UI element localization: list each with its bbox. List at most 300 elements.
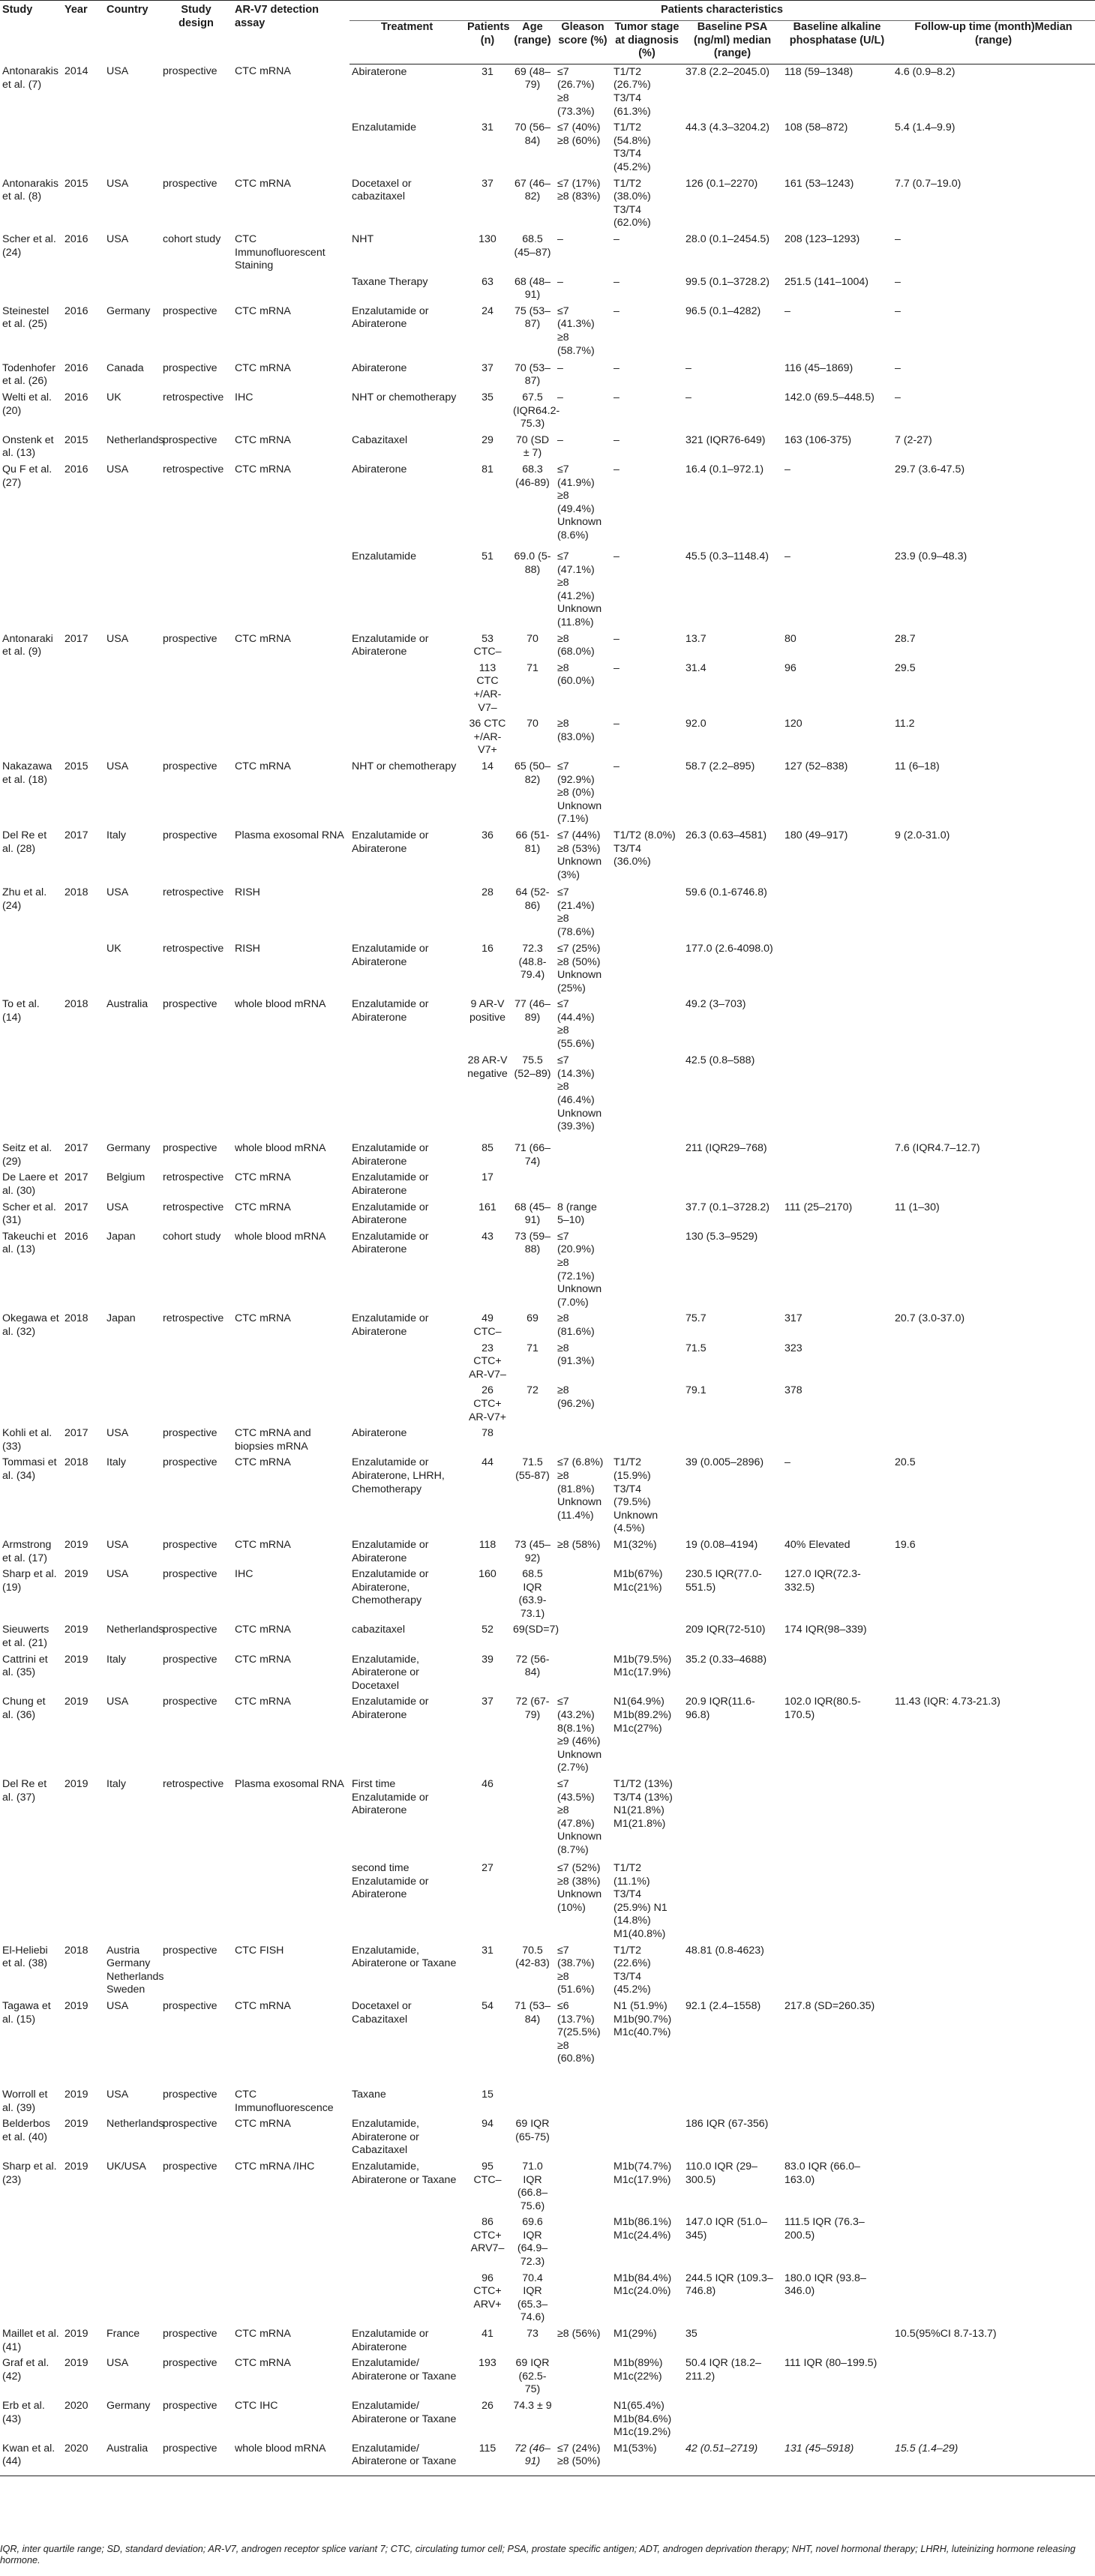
cell-year: 2017 (64, 1427, 88, 1440)
cell-stage (611, 2116, 683, 2159)
cell-year: 2019 (64, 2357, 88, 2370)
cell-gleason (555, 1170, 611, 1199)
cell-design: retrospective (163, 1312, 224, 1325)
cell-alp (782, 1229, 892, 1312)
cell-design: prospective (163, 1653, 218, 1666)
cell-alp: – (784, 304, 790, 317)
cell-year: 2016 (64, 361, 88, 374)
cell-psa: 59.6 (0.1-6746.8) (686, 886, 767, 898)
cell-country: USA (106, 2088, 129, 2101)
table-row (0, 631, 1095, 661)
cell-treatment (350, 1341, 465, 1384)
cell-psa: 19 (0.08–4194) (686, 1538, 758, 1551)
cell-gleason: ≤7 (52%) ≥8 (38%) Unknown (10%) (557, 1862, 602, 1914)
cell-assay: CTC mRNA (235, 632, 291, 645)
cell-study: Takeuchi et al. (13) (2, 1230, 56, 1256)
cell-alp (782, 1053, 892, 1141)
cell-assay (232, 274, 350, 304)
cell-year: 2019 (64, 1696, 88, 1708)
cell-followup: 28.7 (895, 632, 916, 645)
cell-followup (892, 1426, 1095, 1455)
cell-country (104, 1341, 160, 1384)
cell-design: prospective (163, 433, 218, 446)
cell-treatment: Enzalutamide (352, 121, 416, 134)
cell-assay: CTC mRNA (235, 433, 291, 446)
cell-stage (611, 1622, 683, 1651)
cell-treatment: Abiraterone (352, 1427, 407, 1440)
cell-patients: 9 AR-V positive (469, 998, 506, 1024)
cell-followup: 11 (6–18) (895, 760, 940, 772)
cell-followup: 29.7 (3.6-47.5) (895, 463, 965, 476)
cell-age: 64 (52-86) (515, 886, 550, 912)
cell-patients: 96 CTC+ ARV+ (473, 2272, 502, 2311)
cell-design (160, 549, 232, 631)
cell-year: 2019 (64, 1538, 88, 1551)
cell-country: USA (106, 65, 129, 78)
cell-age (511, 2087, 555, 2116)
cell-patients: 54 (482, 1999, 494, 2012)
cell-stage: – (614, 760, 620, 772)
cell-gleason: ≤7 (14.3%) ≥8 (46.4%) Unknown (39.3%) (557, 1054, 602, 1133)
cell-age: 71 (66–74) (514, 1142, 551, 1168)
cell-age: 72 (56-84) (515, 1653, 550, 1679)
cell-design: retrospective (163, 1171, 224, 1184)
cell-patients: 15 (482, 2088, 494, 2101)
cell-design: prospective (163, 1999, 218, 2012)
cell-design (160, 120, 232, 175)
cell-age: 71 (526, 1342, 538, 1354)
table-row (0, 1341, 1095, 1384)
cell-stage: T1/T2 (13%) T3/T4 (13%) N1(21.8%) M1(21.8%) (614, 1778, 673, 1830)
table-row (0, 2326, 1095, 2356)
cell-followup (892, 1652, 1095, 1695)
cell-design: prospective (163, 632, 218, 645)
cell-design: prospective (163, 2357, 218, 2370)
cell-alp: 131 (45–5918) (782, 2441, 892, 2476)
cell-followup: – (895, 361, 901, 374)
cell-treatment (350, 1383, 465, 1426)
cell-alp (782, 1861, 892, 1943)
cell-year: 2016 (64, 391, 88, 404)
cell-alp: 208 (123–1293) (784, 232, 860, 245)
cell-age: 70.5 (42-83) (515, 1944, 550, 1970)
cell-patients: 29 (482, 433, 494, 446)
cell-treatment: Enzalutamide or Abiraterone (352, 829, 429, 855)
cell-assay (232, 716, 350, 759)
cell-treatment: Enzalutamide or Abiraterone (352, 1230, 429, 1256)
cell-treatment: Taxane (352, 2088, 386, 2101)
cell-stage: T1/T2 (22.6%) T3/T4 (45.2%) (614, 1944, 651, 1996)
cell-treatment: Enzalutamide/ Abiraterone or Taxane (350, 2441, 465, 2476)
cell-country (104, 120, 160, 175)
cell-study (0, 2271, 62, 2326)
cell-country: Germany (106, 1142, 151, 1155)
cell-gleason: ≤7 (26.7%) ≥8 (73.3%) (557, 65, 595, 118)
cell-year: 2018 (64, 1944, 88, 1957)
cell-age: 69(SD=7) (513, 1624, 560, 1636)
cell-followup: – (895, 391, 901, 404)
cell-treatment: Enzalutamide/ Abiraterone or Taxane (352, 2400, 457, 2425)
cell-gleason: – (557, 433, 563, 446)
table-row (0, 2398, 1095, 2441)
header-design: Study design (160, 1, 232, 64)
table-row (0, 1200, 1095, 1229)
cell-gleason: ≤7 (24%) ≥8 (50%) (555, 2441, 611, 2476)
cell-design: retrospective (163, 1778, 224, 1790)
cell-design: prospective (163, 1944, 218, 1957)
cell-gleason: ≥8 (91.3%) (557, 1342, 595, 1368)
cell-assay: CTC mRNA /IHC (235, 2160, 315, 2173)
cell-age: 65 (50–82) (514, 760, 551, 786)
cell-alp (782, 1141, 892, 1170)
cell-study: Welti et al. (20) (2, 391, 52, 417)
cell-treatment: Enzalutamide/ Abiraterone or Taxane (352, 2357, 457, 2383)
cell-assay (232, 1861, 350, 1943)
cell-alp: 127.0 IQR(72.3-332.5) (784, 1568, 861, 1594)
cell-gleason: ≤6 (13.7%) 7(25.5%) ≥8 (60.8%) (557, 1999, 601, 2065)
table-row (0, 1383, 1095, 1426)
cell-age: 71.5 (55-87) (515, 1456, 550, 1482)
cell-alp: 118 (59–1348) (784, 65, 854, 78)
cell-alp (782, 1777, 892, 1861)
cell-stage: – (614, 361, 620, 374)
table-row (0, 64, 1095, 120)
table-row (0, 1777, 1095, 1861)
cell-design (160, 716, 232, 759)
cell-alp: 108 (58–872) (784, 121, 848, 134)
cell-psa: 42 (0.51–2719) (683, 2441, 782, 2476)
cell-psa: 37.8 (2.2–2045.0) (686, 65, 770, 78)
table-row (0, 661, 1095, 716)
cell-assay: Plasma exosomal RNA (235, 1778, 344, 1790)
cell-country: USA (106, 463, 129, 476)
cell-study: Antonarakis et al. (8) (2, 177, 58, 203)
cell-alp: 40% Elevated (784, 1538, 850, 1551)
cell-patients: 27 (482, 1862, 494, 1874)
header-followup: Follow-up time (month)Median (range) (892, 21, 1095, 64)
cell-psa: 321 (IQR76-649) (686, 433, 766, 446)
cell-treatment: Enzalutamide or Abiraterone (352, 942, 429, 968)
cell-assay (232, 1053, 350, 1141)
cell-psa: 92.0 (686, 718, 706, 730)
cell-followup: 4.6 (0.9–8.2) (895, 65, 956, 78)
cell-age: 73 (526, 2328, 538, 2341)
cell-patients: 85 (482, 1142, 494, 1155)
cell-study (0, 120, 62, 175)
cell-age: 73 (59–88) (514, 1230, 551, 1256)
cell-treatment: NHT or chemotherapy (352, 391, 457, 404)
cell-country: UK/USA (106, 2160, 146, 2173)
cell-year: 2017 (64, 1201, 88, 1213)
cell-gleason: ≤7 (40%) ≥8 (60%) (557, 121, 601, 147)
cell-study: Tagawa et al. (15) (2, 1999, 51, 2026)
cell-followup: 7.7 (0.7–19.0) (895, 177, 962, 190)
cell-treatment (350, 661, 465, 716)
cell-year: 2018 (64, 886, 88, 898)
cell-followup: 9 (2.0-31.0) (895, 829, 950, 841)
cell-study: Chung et al. (36) (2, 1696, 46, 1722)
cell-study: Sharp et al. (19) (2, 1568, 57, 1594)
cell-patients: 28 (482, 886, 494, 898)
table-row (0, 1943, 1095, 1999)
cell-country (104, 1053, 160, 1141)
cell-year: 2020 (62, 2441, 104, 2476)
cell-gleason (555, 2356, 611, 2398)
cell-alp: 111 (25–2170) (784, 1201, 853, 1213)
cell-country: Italy (106, 1456, 127, 1469)
cell-gleason (555, 2398, 611, 2441)
cell-study (0, 941, 62, 997)
cell-age: 69 IQR (62.5-75) (515, 2357, 550, 2396)
header-gleason: Gleason score (%) (555, 21, 611, 64)
cell-year: 2019 (64, 2088, 88, 2101)
cell-psa (683, 2398, 782, 2441)
cell-country: Japan (106, 1230, 136, 1243)
cell-design: prospective (163, 829, 218, 841)
table-row (0, 549, 1095, 631)
cell-gleason: ≤7 (41.3%) ≥8 (58.7%) (557, 304, 595, 357)
cell-followup: 5.4 (1.4–9.9) (895, 121, 956, 134)
cell-patients: 118 (478, 1538, 496, 1551)
cell-gleason: ≤7 (44%) ≥8 (53%) Unknown (3%) (557, 829, 602, 881)
cell-followup (892, 1777, 1095, 1861)
header-treatment: Treatment (350, 21, 465, 64)
table-row (0, 1141, 1095, 1170)
cell-alp: 317 (784, 1312, 802, 1325)
cell-patients: 43 (482, 1230, 494, 1243)
table-row (0, 1622, 1095, 1651)
cell-stage: N1 (51.9%) M1b(90.7%) M1c(40.7%) (614, 1999, 672, 2039)
cell-treatment: Enzalutamide, Abiraterone or Taxane (352, 2160, 457, 2186)
cell-country: Australia (106, 998, 148, 1011)
cell-study: Todenhofer et al. (26) (2, 361, 56, 388)
cell-country (104, 2271, 160, 2326)
cell-age: 75.5 (52–89) (514, 1054, 551, 1080)
cell-treatment: Enzalutamide or Abiraterone, LHRH, Chemotherapy (352, 1456, 445, 1495)
cell-study: Worroll et al. (39) (2, 2088, 48, 2114)
cell-followup: 15.5 (1.4–29) (892, 2441, 1095, 2476)
cell-country: USA (106, 1999, 129, 2012)
cell-study: Scher et al. (24) (2, 232, 56, 259)
cell-stage: M1(32%) (614, 1538, 657, 1551)
cell-treatment: Docetaxel or cabazitaxel (352, 177, 412, 203)
cell-stage: M1(53%) (611, 2441, 683, 2476)
table-body (0, 64, 1095, 2476)
cell-age (511, 1426, 555, 1455)
cell-year: 2019 (64, 2160, 88, 2173)
table-row (0, 2215, 1095, 2270)
cell-country: UK (106, 942, 122, 955)
cell-treatment: Enzalutamide or Abiraterone (352, 1171, 429, 1198)
cell-psa: 71.5 (686, 1342, 706, 1354)
table-row (0, 232, 1095, 274)
cell-treatment: cabazitaxel (352, 1624, 405, 1636)
cell-followup: 29.5 (895, 661, 916, 674)
cell-design: retrospective (163, 1201, 224, 1213)
cell-alp (782, 885, 892, 941)
cell-study: Zhu et al. (24) (2, 886, 47, 912)
cell-psa: 28.0 (0.1–2454.5) (686, 232, 770, 245)
cell-followup: 20.5 (895, 1456, 916, 1469)
cell-psa: 50.4 IQR (18.2–211.2) (686, 2357, 761, 2383)
cell-psa: 37.7 (0.1–3728.2) (686, 1201, 770, 1213)
cell-age: 73 (45–92) (514, 1538, 551, 1564)
cell-study: Kohli et al. (33) (2, 1427, 52, 1453)
cell-design: prospective (163, 361, 218, 374)
cell-patients: 41 (482, 2328, 494, 2341)
cell-assay (232, 2215, 350, 2270)
cell-assay: CTC mRNA (235, 2357, 291, 2370)
cell-year (62, 941, 104, 997)
cell-patients: 193 (478, 2357, 496, 2370)
table-row (0, 1170, 1095, 1199)
cell-stage: – (614, 232, 620, 245)
cell-country: USA (106, 760, 129, 772)
cell-design (160, 661, 232, 716)
cell-psa: 48.81 (0.8-4623) (686, 1944, 764, 1957)
cell-age: 72 (526, 1384, 538, 1397)
cell-year: 2019 (64, 1568, 88, 1581)
cell-alp (782, 941, 892, 997)
cell-design: prospective (163, 2328, 218, 2341)
cell-assay: CTC mRNA and biopsies mRNA (235, 1427, 311, 1453)
cell-age: 70 (53–87) (514, 361, 551, 388)
cell-design (160, 1341, 232, 1384)
cell-design: prospective (160, 2441, 232, 2476)
cell-treatment: Taxane Therapy (352, 275, 428, 288)
header-row-1 (0, 1, 1095, 21)
cell-gleason: ≤7 (47.1%) ≥8 (41.2%) Unknown (11.8%) (557, 550, 602, 628)
cell-gleason: ≤7 (20.9%) ≥8 (72.1%) Unknown (7.0%) (557, 1230, 602, 1309)
cell-design (160, 2271, 232, 2326)
cell-country: Australia (104, 2441, 160, 2476)
cell-alp: 96 (784, 661, 796, 674)
table-row (0, 1311, 1095, 1340)
table-row (0, 390, 1095, 433)
cell-study: Scher et al. (31) (2, 1201, 56, 1227)
cell-alp (782, 2087, 892, 2116)
table-footnote: IQR, inter quartile range; SD, standard deviation; AR-V7, androgen receptor splice variant 7; CTC, circulating tumor cell; PSA, prostate specific antigen; ADT, androgen deprivation therapy; NHT, novel hormonal therapy; LHRH, luteinizing hormone releasing hormone. (0, 2544, 1076, 2566)
cell-study: Armstrong et al. (17) (2, 1538, 52, 1564)
cell-gleason (555, 2087, 611, 2116)
cell-gleason (555, 1141, 611, 1170)
table-row (0, 1537, 1095, 1567)
cell-alp: 120 (784, 718, 802, 730)
cell-year: 2016 (64, 1230, 88, 1243)
cell-assay: CTC IHC (235, 2400, 278, 2412)
cell-treatment: Cabazitaxel (352, 433, 408, 446)
cell-alp (782, 2326, 892, 2356)
cell-patients: 52 (482, 1624, 494, 1636)
cell-psa: 147.0 IQR (51.0–345) (686, 2216, 767, 2242)
cell-psa (683, 1426, 782, 1455)
cell-design: retrospective (163, 463, 224, 476)
cell-gleason (555, 2159, 611, 2215)
cell-assay (232, 549, 350, 631)
cell-assay: Plasma exosomal RNA (235, 829, 344, 841)
cell-design: prospective (163, 304, 218, 317)
cell-country: USA (106, 177, 129, 190)
cell-psa: 177.0 (2.6-4098.0) (686, 942, 773, 955)
cell-treatment: Docetaxel or Cabazitaxel (352, 1999, 412, 2026)
cell-age: 68.5 (45–87) (514, 232, 551, 259)
cell-study: Antonarakis et al. (7) (2, 65, 58, 91)
cell-stage (611, 2087, 683, 2116)
cell-patients: 95 CTC– (473, 2160, 502, 2186)
cell-followup (892, 2356, 1095, 2398)
cell-study: El-Heliebi et al. (38) (2, 1944, 48, 1970)
cell-stage: T1/T2 (11.1%) T3/T4 (25.9%) N1 (14.8%) M1(40.8%) (614, 1862, 668, 1940)
cell-study (0, 2215, 62, 2270)
cell-patients: 26 (482, 2400, 494, 2412)
cell-year: 2014 (64, 65, 88, 78)
cell-followup: – (895, 304, 901, 317)
cell-age: 69.6 IQR (64.9–72.3) (517, 2216, 548, 2269)
cell-alp: – (784, 463, 790, 476)
header-stage: Tumor stage at diagnosis (%) (611, 21, 683, 64)
cell-country (104, 1861, 160, 1943)
cell-country: France (106, 2328, 140, 2341)
cell-psa: 39 (0.005–2896) (686, 1456, 764, 1469)
cell-country (104, 661, 160, 716)
cell-followup (892, 2159, 1095, 2215)
cell-alp: 142.0 (69.5–448.5) (784, 391, 874, 404)
cell-treatment: First time Enzalutamide or Abiraterone (352, 1778, 429, 1817)
table-row (0, 1694, 1095, 1777)
cell-study: Maillet et al. (41) (2, 2328, 59, 2353)
cell-assay: whole blood mRNA (235, 998, 326, 1011)
cell-patients: 49 CTC– (473, 1312, 502, 1338)
cell-design: prospective (163, 177, 218, 190)
table-row (0, 759, 1095, 828)
cell-year (62, 120, 104, 175)
cell-stage: – (614, 550, 620, 563)
cell-assay: CTC mRNA (235, 1696, 291, 1708)
cell-year: 2017 (64, 829, 88, 841)
cell-gleason (555, 1652, 611, 1695)
cell-country (104, 274, 160, 304)
cell-alp: 180.0 IQR (93.8–346.0) (784, 2272, 866, 2298)
cell-psa (683, 1777, 782, 1861)
cell-age: 67 (46–82) (514, 177, 551, 203)
table-row (0, 2271, 1095, 2326)
cell-assay (232, 1383, 350, 1426)
cell-study: Kwan et al. (44) (0, 2441, 62, 2476)
cell-assay: CTC mRNA (235, 2328, 291, 2341)
cell-psa: 244.5 IQR (109.3–746.8) (686, 2272, 773, 2298)
cell-stage: M1b(89%) M1c(22%) (614, 2357, 663, 2383)
cell-psa: 75.7 (686, 1312, 706, 1325)
cell-year: 2020 (64, 2400, 88, 2412)
cell-patients: 28 AR-V negative (467, 1054, 508, 1080)
cell-psa: 211 (IQR29–768) (686, 1142, 767, 1155)
cell-gleason: ≥8 (60.0%) (557, 661, 595, 688)
cell-patients: 63 (482, 275, 494, 288)
cell-study (0, 274, 62, 304)
cell-stage: T1/T2 (15.9%) T3/T4 (79.5%) Unknown (4.5%) (614, 1456, 658, 1535)
cell-patients: 26 CTC+ AR-V7+ (468, 1384, 507, 1423)
cell-age: 68 (48–91) (514, 275, 551, 301)
cell-stage (611, 1311, 683, 1340)
cell-treatment: Enzalutamide (352, 550, 416, 563)
cell-gleason: ≤7 (41.9%) ≥8 (49.4%) Unknown (8.6%) (557, 463, 602, 541)
cell-patients: 46 (482, 1778, 494, 1790)
cell-gleason: ≤7 (43.2%) 8(8.1%) ≥9 (46%) Unknown (2.7%) (557, 1696, 602, 1774)
cell-year: 2015 (64, 433, 88, 446)
cell-age (511, 1777, 555, 1861)
cell-year: 2016 (64, 232, 88, 245)
cell-country: Italy (106, 1653, 127, 1666)
